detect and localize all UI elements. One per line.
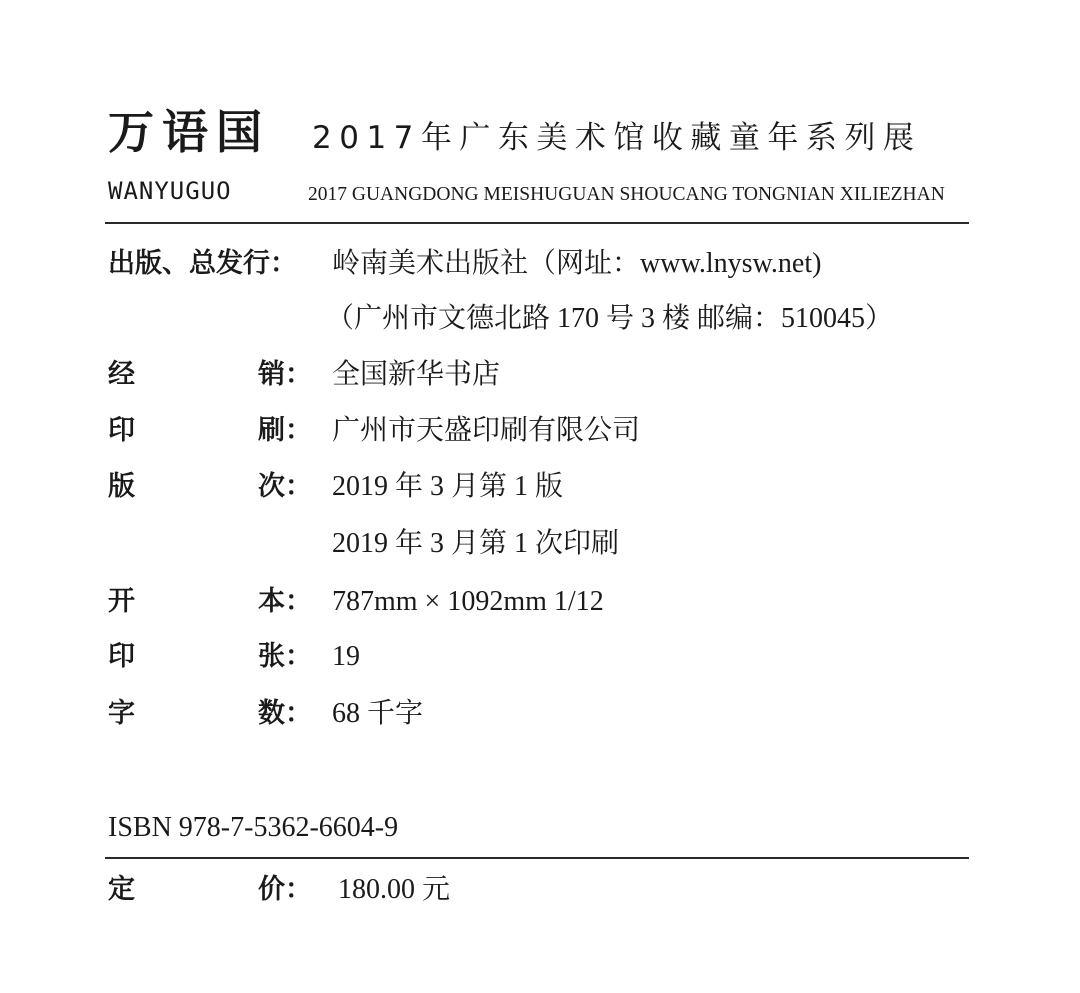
format-label-b: 本： bbox=[258, 586, 312, 617]
publisher-address-row bbox=[0, 299, 1080, 339]
printing-row bbox=[0, 524, 1080, 564]
format-value: 787mm × 1092mm 1/12 bbox=[332, 586, 604, 617]
words-value: 68 千字 bbox=[332, 698, 424, 729]
edition-value: 2019 年 3 月第 1 版 bbox=[332, 471, 564, 502]
printer-row bbox=[0, 411, 1080, 451]
price-label-a: 定 bbox=[108, 874, 135, 905]
distributor-label-a: 经 bbox=[108, 359, 135, 390]
edition-label-a: 版 bbox=[108, 471, 135, 502]
brand-title-pinyin: WANYUGUO bbox=[108, 177, 232, 205]
publisher-address: （广州市文德北路 170 号 3 楼 邮编：510045） bbox=[326, 303, 894, 334]
brand-title-cn: 万语国 bbox=[108, 105, 270, 159]
sheets-label-b: 张： bbox=[258, 641, 312, 672]
edition-row bbox=[0, 467, 1080, 507]
edition-label-b: 次： bbox=[258, 471, 312, 502]
format-label-a: 开 bbox=[108, 586, 135, 617]
publisher-row bbox=[0, 244, 1080, 284]
publisher-label: 出版、总发行： bbox=[108, 248, 297, 279]
distributor-value: 全国新华书店 bbox=[332, 359, 501, 390]
distributor-row bbox=[0, 355, 1080, 395]
bottom-divider bbox=[105, 857, 969, 859]
price-row bbox=[0, 870, 1080, 910]
sheets-row bbox=[0, 637, 1080, 677]
words-label-a: 字 bbox=[108, 698, 135, 729]
publisher-value: 岭南美术出版社（网址：www.lnysw.net) bbox=[332, 248, 822, 279]
words-label-b: 数： bbox=[258, 698, 312, 729]
format-row bbox=[0, 582, 1080, 622]
distributor-label-b: 销： bbox=[258, 359, 312, 390]
series-title-cn: 2017年广东美术馆收藏童年系列展 bbox=[312, 120, 922, 156]
top-divider bbox=[105, 222, 969, 224]
price-value: 180.00 元 bbox=[338, 874, 451, 905]
printer-value: 广州市天盛印刷有限公司 bbox=[332, 415, 641, 446]
sheets-value: 19 bbox=[332, 641, 360, 672]
printer-label-a: 印 bbox=[108, 415, 135, 446]
sheets-label-a: 印 bbox=[108, 641, 135, 672]
series-title-pinyin: 2017 GUANGDONG MEISHUGUAN SHOUCANG TONGNIAN XILIEZHAN bbox=[308, 184, 945, 205]
words-row bbox=[0, 694, 1080, 734]
isbn-number: ISBN 978-7-5362-6604-9 bbox=[108, 812, 399, 843]
printing-value: 2019 年 3 月第 1 次印刷 bbox=[332, 528, 620, 559]
printer-label-b: 刷： bbox=[258, 415, 312, 446]
price-label-b: 价： bbox=[258, 874, 312, 905]
